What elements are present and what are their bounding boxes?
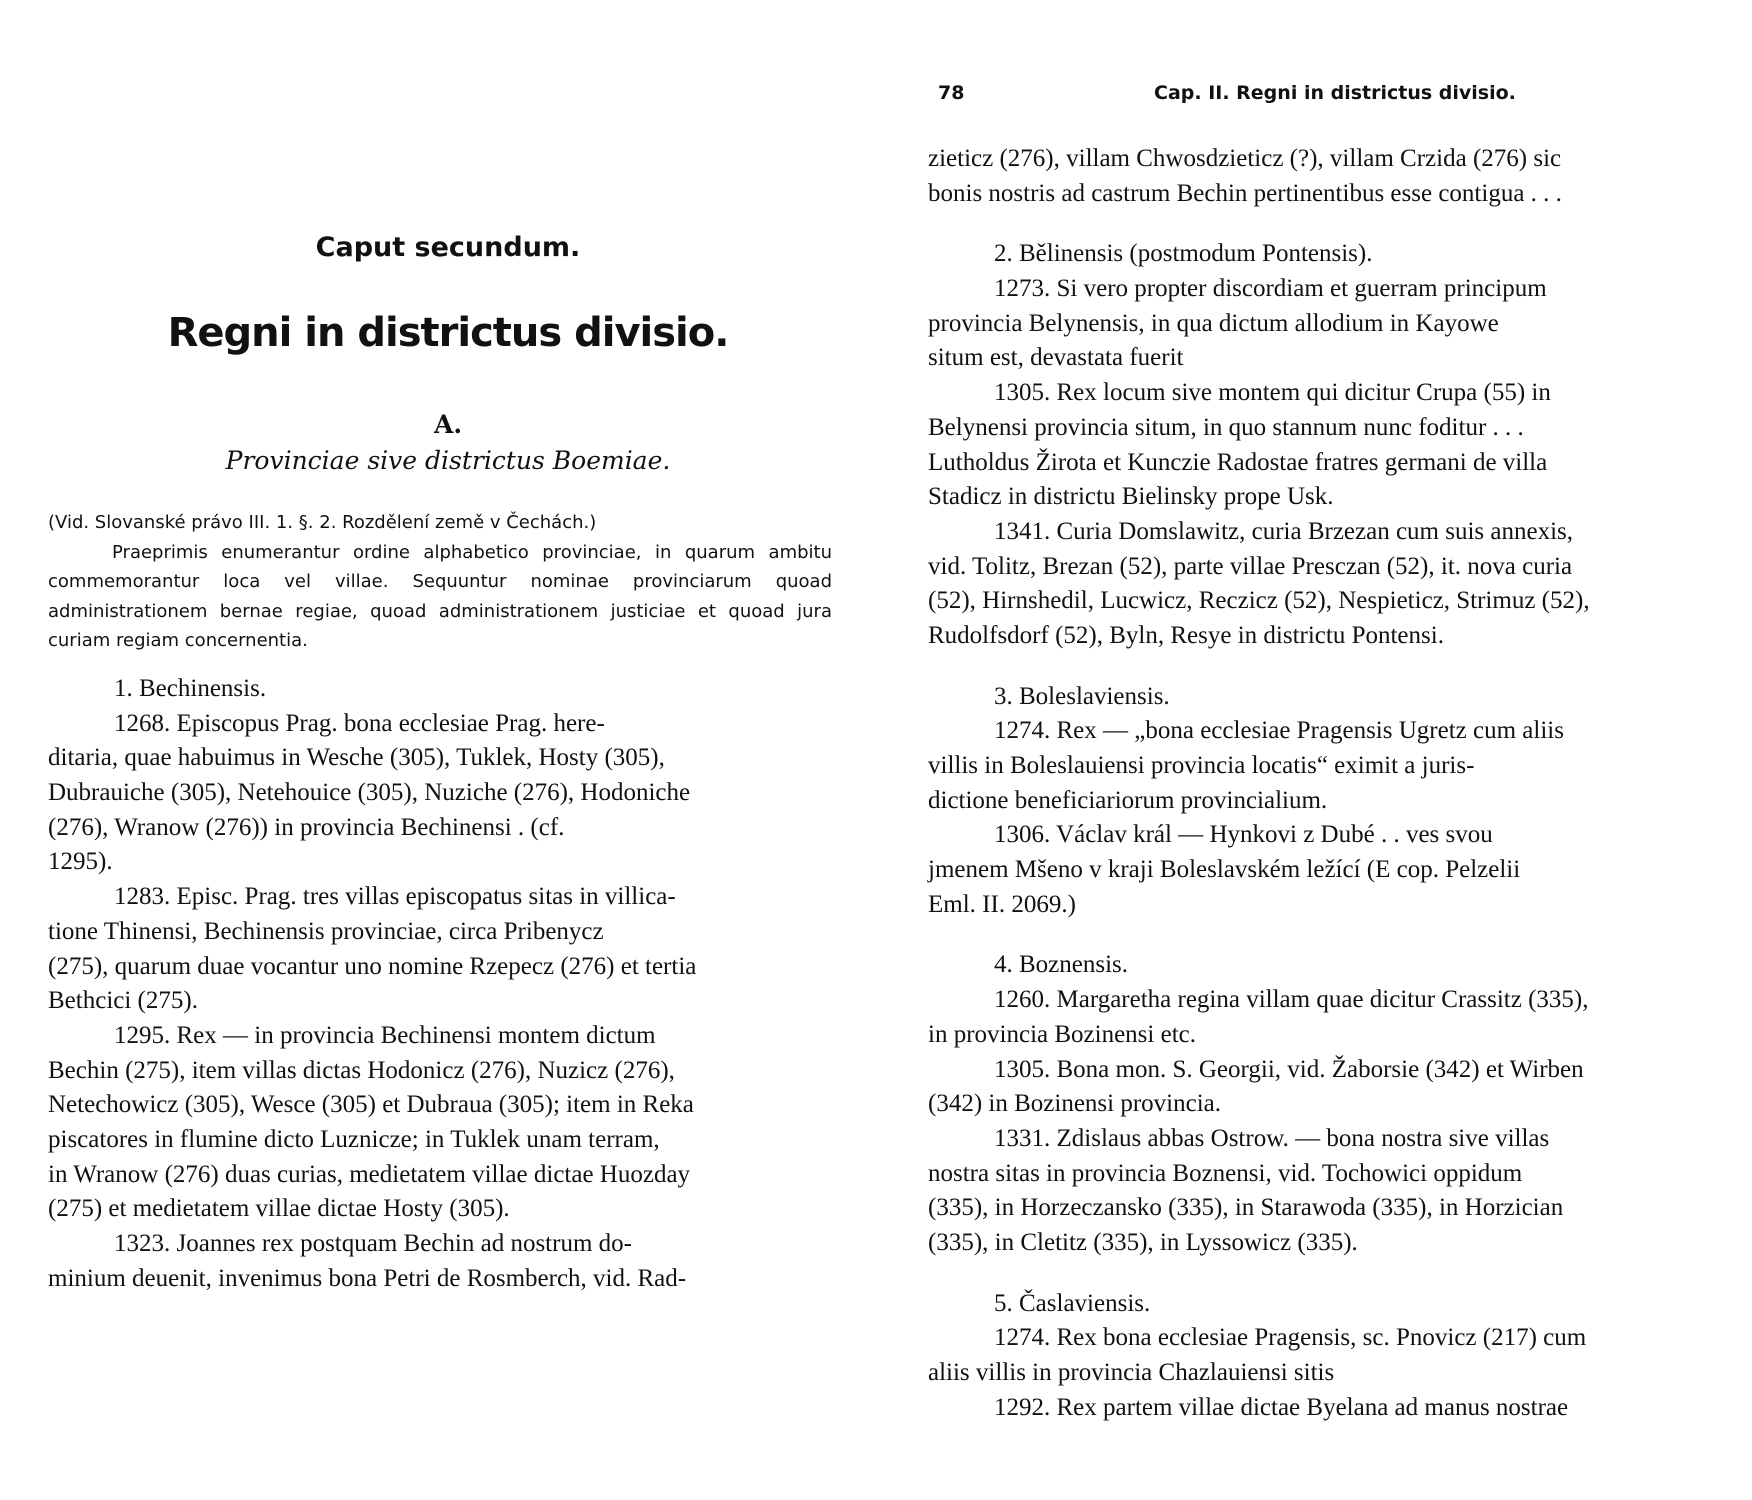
text-line: Stadicz in districtu Bielinsky prope Usk. xyxy=(928,483,1334,511)
text-line: jmenem Mšeno v kraji Boleslavském ležící (E cop. Pelzelii xyxy=(928,856,1521,884)
text-line: 2. Bělinensis (postmodum Pontensis). xyxy=(994,240,1373,268)
running-header xyxy=(938,72,1752,112)
text-line: 1274. Rex bona ecclesiae Pragensis, sc. Pnovicz (217) cum xyxy=(994,1324,1587,1352)
text-line: 1260. Margaretha regina villam quae dicitur Crassitz (335), xyxy=(994,986,1589,1014)
text-line: (276), Wranow (276)) in provincia Bechinensi . (cf. xyxy=(48,813,565,841)
text-line: villis in Boleslauiensi provincia locatis“ eximit a juris- xyxy=(928,752,1475,779)
section-letter: A. xyxy=(433,410,463,439)
left-body-text xyxy=(48,672,832,1296)
text-line: (275) et medietatem villae dictae Hosty (305). xyxy=(48,1195,510,1223)
text-line: 1305. Bona mon. S. Georgii, vid. Žaborsie (342) et Wirben xyxy=(994,1055,1584,1083)
text-line: 1323. Joannes rex postquam Bechin ad nostrum do- xyxy=(114,1230,632,1257)
chapter-title: Regni in districtus divisio. xyxy=(167,310,729,356)
text-line: 1292. Rex partem villae dictae Byelana ad manus nostrae xyxy=(994,1393,1569,1421)
text-line: 1306. Václav král — Hynkovi z Dubé . . ves svou xyxy=(994,821,1493,849)
text-line: dictione beneficiariorum provincialium. xyxy=(928,786,1328,814)
text-line: vid. Tolitz, Brezan (52), parte villae Presczan (52), it. nova curia xyxy=(928,552,1573,580)
text-line: bonis nostris ad castrum Bechin pertinentibus esse contigua . . . xyxy=(928,179,1562,207)
text-line: 4. Boznensis. xyxy=(994,951,1129,979)
text-line: 1295). xyxy=(48,848,113,876)
text-line: 1. Bechinensis. xyxy=(114,675,267,702)
editorial-note xyxy=(48,508,832,656)
text-line: (275), quarum duae vocantur uno nomine Rzepecz (276) et tertia xyxy=(48,952,697,980)
text-line: Eml. II. 2069.) xyxy=(928,890,1076,918)
text-line: Rudolfsdorf (52), Byln, Resye in districtu Pontensi. xyxy=(928,621,1444,649)
text-line: 1268. Episcopus Prag. bona ecclesiae Prag. here- xyxy=(114,709,605,737)
text-line: 1274. Rex — „bona ecclesiae Pragensis Ugretz cum aliis xyxy=(994,717,1564,745)
text-line: aliis villis in provincia Chazlauiensi sitis xyxy=(928,1359,1335,1386)
text-line: (335), in Cletitz (335), in Lyssowicz (335). xyxy=(928,1228,1358,1256)
text-line: piscatores in flumine dicto Luznicze; in Tuklek unam terram, xyxy=(48,1125,660,1153)
text-line: Belynensi provincia situm, in quo stannum nunc foditur . . . xyxy=(928,413,1524,441)
text-line: Bechin (275), item villas dictas Hodonicz (276), Nuzicz (276), xyxy=(48,1056,675,1084)
page-number: 78 xyxy=(938,82,965,104)
text-line: nostra sitas in provincia Boznensi, vid. Tochowici oppidum xyxy=(928,1159,1523,1187)
text-line: 5. Časlaviensis. xyxy=(994,1289,1151,1317)
text-line: 1295. Rex — in provincia Bechinensi montem dictum xyxy=(114,1021,656,1049)
text-line: ditaria, quae habuimus in Wesche (305), Tuklek, Hosty (305), xyxy=(48,744,665,772)
text-line: in provincia Bozinensi etc. xyxy=(928,1020,1196,1048)
text-line: 1331. Zdislaus abbas Ostrow. — bona nostra sive villas xyxy=(994,1124,1550,1152)
text-line: 3. Boleslaviensis. xyxy=(994,682,1170,710)
text-line: Netechowicz (305), Wesce (305) et Dubraua (305); item in Reka xyxy=(48,1091,694,1119)
text-line: Bethcici (275). xyxy=(48,987,198,1015)
text-line: tione Thinensi, Bechinensis provinciae, circa Pribenycz xyxy=(48,917,604,945)
text-line: Lutholdus Žirota et Kunczie Radostae fratres germani de villa xyxy=(928,448,1548,476)
text-line: (335), in Horzeczansko (335), in Starawoda (335), in Horzician xyxy=(928,1194,1564,1222)
text-line: provincia Belynensis, in qua dictum allodium in Kayowe xyxy=(928,309,1499,337)
running-title: Cap. II. Regni in districtus divisio. xyxy=(1154,82,1516,104)
text-line: in Wranow (276) duas curias, medietatem villae dictae Huozday xyxy=(48,1160,691,1188)
right-page xyxy=(876,0,1752,1500)
text-line: (52), Hirnshedil, Lucwicz, Reczicz (52), Nespieticz, Strimuz (52), xyxy=(928,587,1590,615)
text-line: Dubrauiche (305), Netehouice (305), Nuziche (276), Hodoniche xyxy=(48,779,691,807)
chapter-heading: Caput secundum. xyxy=(315,232,581,263)
section-title: Provinciae sive districtus Boemiae. xyxy=(225,446,671,475)
text-line: situm est, devastata fuerit xyxy=(928,344,1184,372)
text-line: minium deuenit, invenimus bona Petri de Rosmberch, vid. Rad- xyxy=(48,1264,687,1292)
text-line: 1341. Curia Domslawitz, curia Brzezan cum suis annexis, xyxy=(994,517,1574,545)
note-reference: (Vid. Slovanské právo III. 1. §. 2. Rozdělení země v Čechách.) xyxy=(48,512,597,533)
text-line: 1283. Episc. Prag. tres villas episcopatus sitas in villica- xyxy=(114,883,676,911)
text-line: 1305. Rex locum sive montem qui dicitur Crupa (55) in xyxy=(994,379,1551,407)
note-text: Praeprimis enumerantur ordine alphabetico provinciae, in quarum ambitu commemorantur loca vel villae. Sequuntur nominae provinciarum quoad administrationem bernae regiae, quoad administrationem justiciae et quoad jura curiam regiam concernentia. xyxy=(48,541,832,651)
text-line: 1273. Si vero propter discordiam et guerram principum xyxy=(994,275,1547,303)
text-line: (342) in Bozinensi provincia. xyxy=(928,1090,1221,1118)
text-line: zieticz (276), villam Chwosdzieticz (?), villam Crzida (276) sic xyxy=(928,145,1562,172)
